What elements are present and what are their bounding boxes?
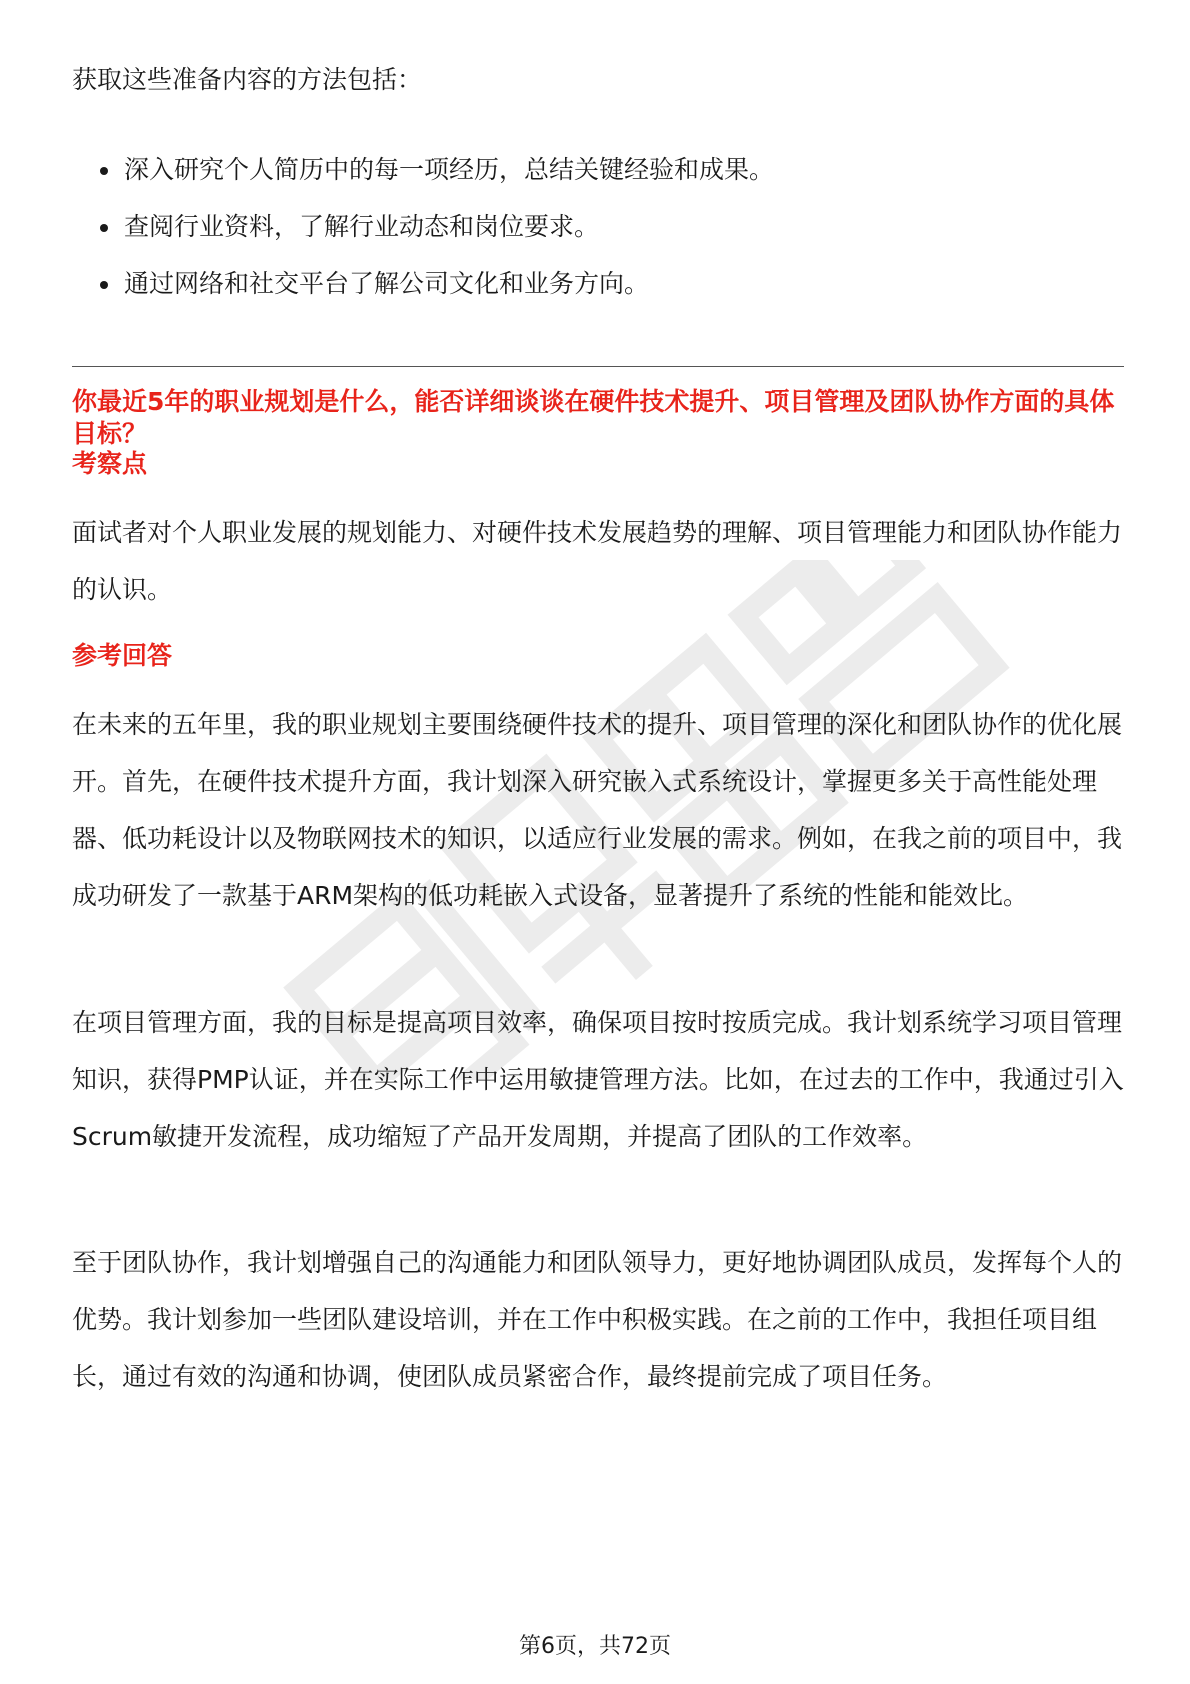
focus-label: 考察点 (72, 449, 148, 478)
intro-text: 获取这些准备内容的方法包括： (72, 65, 423, 94)
bullet-dot-icon (100, 281, 108, 289)
list-item (72, 207, 774, 264)
question-heading: 你最近5年的职业规划是什么，能否详细谈谈在硬件技术提升、项目管理及团队协作方面的具体目标？ (72, 387, 1115, 448)
bullet-text: 通过网络和社交平台了解公司文化和业务方向。 (124, 269, 650, 298)
list-item (72, 264, 774, 321)
answer-paragraph: 至于团队协作，我计划增强自己的沟通能力和团队领导力，更好地协调团队成员，发挥每个人的优势。我计划参加一些团队建设培训，并在工作中积极实践。在之前的工作中，我担任项目组长，通过有效的沟通和协调，使团队成员紧密合作，最终提前完成了项目任务。 (72, 1248, 1123, 1391)
focus-text: 面试者对个人职业发展的规划能力、对硬件技术发展趋势的理解、项目管理能力和团队协作能力的认识。 (72, 518, 1123, 604)
section-divider (72, 366, 1124, 367)
page-footer: 第6页，共72页 (519, 1634, 671, 1659)
list-item (72, 150, 774, 207)
bullet-text: 查阅行业资料，了解行业动态和岗位要求。 (124, 212, 600, 241)
answer-paragraph: 在项目管理方面，我的目标是提高项目效率，确保项目按时按质完成。我计划系统学习项目管理知识，获得PMP认证，并在实际工作中运用敏捷管理方法。比如，在过去的工作中，我通过引入Scrum敏捷开发流程，成功缩短了产品开发周期，并提高了团队的工作效率。 (72, 1008, 1124, 1151)
bullet-list (72, 150, 774, 321)
answer-paragraph: 在未来的五年里，我的职业规划主要围绕硬件技术的提升、项目管理的深化和团队协作的优化展开。首先，在硬件技术提升方面，我计划深入研究嵌入式系统设计，掌握更多关于高性能处理器、低功耗设计以及物联网技术的知识，以适应行业发展的需求。例如，在我之前的项目中，我成功研发了一款基于ARM架构的低功耗嵌入式设备，显著提升了系统的性能和能效比。 (72, 710, 1123, 910)
answer-label: 参考回答 (72, 641, 173, 670)
bullet-dot-icon (100, 167, 108, 175)
bullet-dot-icon (100, 224, 108, 232)
bullet-text: 深入研究个人简历中的每一项经历，总结关键经验和成果。 (124, 155, 775, 184)
